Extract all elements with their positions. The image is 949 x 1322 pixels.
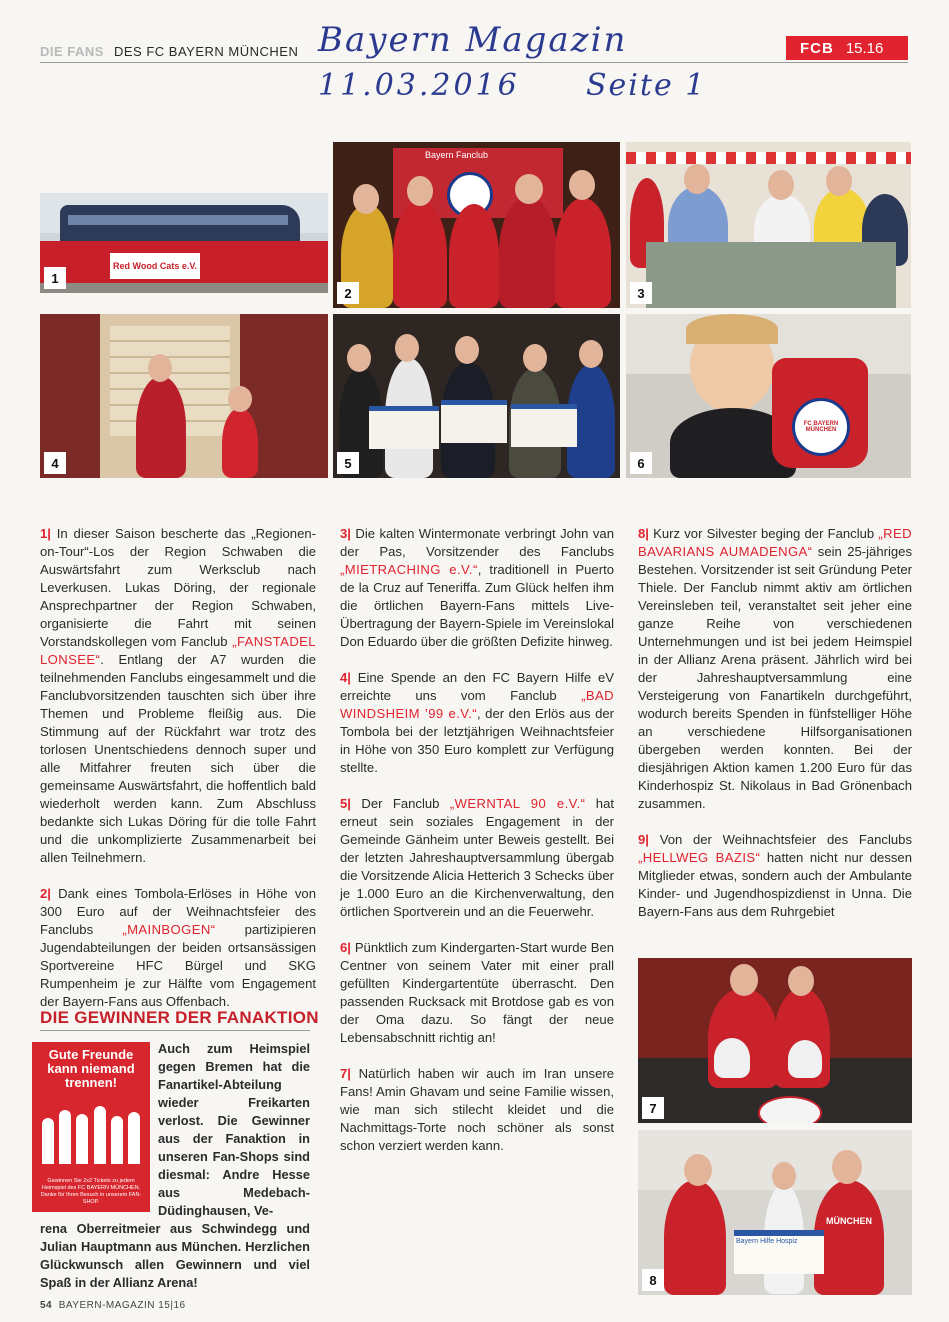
photo-number: 6 [630, 452, 652, 474]
fanclub-name: „HELLWEG BAZIS“ [638, 850, 761, 865]
page-footer [40, 1300, 186, 1311]
magazine-name: BAYERN-MAGAZIN [58, 1300, 155, 1311]
winners-divider [40, 1030, 310, 1031]
article-4: 4| Eine Spende an den FC Bayern Hilfe eV erreichte uns vom Fanclub „BAD WINDSHEIM ’99 e.V.“, der den Erlös aus der Tombola bei der letztjährigen Weihnachtsfeier in Höhe von 350 Euro komplett zur Verfügung stellte. [340, 670, 614, 775]
photo-1 [40, 193, 328, 293]
fcb-logo-text: FCB [800, 39, 834, 57]
photo-number: 7 [642, 1097, 664, 1119]
fanclub-name: „MAINBOGEN“ [122, 922, 216, 937]
article-5: 5| Der Fanclub „WERNTAL 90 e.V.“ hat erneut sein soziales Engagement in der Gemeinde Gänheim unter Beweis gestellt. Bei der letzten Jahreshauptversammlung übergab die Vorsitzende Alicia Hetterich 3 Schecks über je 1.000 Euro an die Kirchenverwaltung, den örtlichen Sportverein und an die Feuerwehr. [340, 796, 614, 919]
shirt-text: MÜNCHEN [826, 1216, 872, 1226]
article-8: 8| Kurz vor Silvester beging der Fanclub „RED BAVARIANS AUMADENGA“ sein 25-jähriges Bestehen. Vorsitzender ist seit Gründung Peter Thiele. Der Fanclub nimmt aktiv am örtlichen Vereinsleben teil, veranstaltet seit jeher eine ganze Reihe von verschiedenen Unternehmungen und ist bei jedem Heimspiel in der Allianz Arena präsent. Jährlich wird bei der Jahreshauptversammlung eine Versteigerung von Fanartikeln durchgeführt, wodurch bereits Spenden in fünfstelliger Höhe an verschiedene Hilfsorganisationen übergeben werden konnten. Bei der diesjährigen Aktion kamen 1.200 Euro für das Kinderhospiz St. Nikolaus in Bad Grönenbach zusammen. [638, 526, 912, 811]
issue-number: 15.16 [845, 39, 884, 57]
photo-2 [333, 142, 620, 308]
page-number: 54 [40, 1300, 53, 1311]
article-2: 2| Dank eines Tombola-Erlöses in Höhe von 300 Euro auf der Weihnachtsfeier des Fanclubs „MAINBOGEN“ partizipieren Jugendabteilungen der beiden ortsansässigen Sportvereine HFC Bürgel und SKG Rumpenheim je zur Hälfte vom Engagement der Bayern-Fans aus Offenbach. [40, 886, 316, 1009]
winners-heading: DIE GEWINNER DER FANAKTION [40, 1008, 319, 1027]
photo-number: 5 [337, 452, 359, 474]
photo-number: 4 [44, 452, 66, 474]
handwritten-title: Bayern Magazin [318, 20, 628, 60]
fanshop-ad [32, 1042, 150, 1212]
ad-title: Gute Freunde kann niemand trennen! [47, 1047, 135, 1090]
fanclub-name: „RED BAVARIANS AUMADENGA“ [638, 526, 912, 559]
text-column-3 [638, 525, 912, 939]
winners-text-continued: rena Oberreitmeier aus Schwindegg und Julian Hauptmann aus München. Herzlichen Glückwunsch allen Gewinnern und viel Spaß in der Allianz Arena! [40, 1221, 310, 1290]
fans-silhouette-icon [42, 1104, 140, 1164]
handwritten-date: 11.03.2016 [318, 68, 520, 103]
handwritten-page: Seite 1 [586, 68, 707, 103]
cheque: Bayern Hilfe Hospiz [734, 1230, 824, 1274]
fanclub-banner: Red Wood Cats e.V. [110, 253, 200, 279]
photo-4 [40, 314, 328, 478]
photo-8 [638, 1130, 912, 1295]
banner-text: Bayern Fanclub [425, 150, 489, 160]
fanclub-name: „BAD WINDSHEIM ’99 e.V.“ [340, 688, 614, 721]
ad-smallprint: Gewinnen Sie 2x2 Tickets zu jedem Heimspiel des FC BAYERN MÜNCHEN. Danke für Ihren Besuch in unserem FAN-SHOP. [40, 1178, 142, 1205]
article-9: 9| Von der Weihnachtsfeier des Fanclubs „HELLWEG BAZIS“ hatten nicht nur dessen Mitglieder etwas, sondern auch der Ambulante Kinder- und Jugendhospizdienst in Unna. Die Bayern-Fans aus dem Ruhrgebiet [638, 832, 912, 919]
photo-3 [626, 142, 911, 308]
header-divider [40, 62, 908, 63]
fanclub-name: „FANSTADEL LONSEE“ [40, 634, 316, 667]
article-6: 6| Pünktlich zum Kindergarten-Start wurde Ben Centner von seinem Vater mit einer prall gefüllten Kindergartentüte überrascht. Den passenden Rucksack mit Brotdose gab es von der Oma dazu. So fängt der neue Lebensabschnitt richtig an! [340, 940, 615, 1045]
photo-number: 3 [630, 282, 652, 304]
section-label: DIE FANS [40, 44, 104, 59]
text-column-1 [40, 525, 316, 1029]
article-1: 1| In dieser Saison bescherte das „Regionen-on-Tour“-Los der Region Schwaben die Auswärtsfahrt zum Werksclub nach Leverkusen. Lukas Döring, der regionale Ansprechpartner der Region Schwaben, organisierte die Fahrt mit seinen Vorstandskollegen vom Fanclub „FANSTADEL LONSEE“. Entlang der A7 wurden die teilnehmenden Fanclubs eingesammelt und die Fanclubvorsitzenden tauschten sich über ihre Themen und Probleme fleißig aus. Die Stimmung auf der Rückfahrt war trotz des torlosen Unentschiedens dennoch super und alle Mitfahrer freuten sich über die gemeinsame Auswärtsfahrt, die hoffentlich bald wiederholt werden kann. Zum Abschluss bedankte sich Lukas Döring für die tolle Fahrt und die unkomplizierte Zusammenarbeit bei allen Teilnehmern. [40, 526, 316, 865]
photo-5 [333, 314, 620, 478]
fcb-emblem: FC BAYERN MÜNCHEN [792, 398, 850, 456]
article-3: 3| Die kalten Wintermonate verbringt John van der Pas, Vorsitzender des Fanclubs „MIETRACHING e.V.“, traditionell in Puerto de la Cruz auf Teneriffa. Zum Glück helfen ihm die örtlichen Bayern-Fans mittels Live-Übertragung der Bayern-Spiele im Vereinslokal Don Eduardo über die größten Defizite hinweg. [340, 526, 614, 649]
photo-number: 1 [44, 267, 66, 289]
text-column-2 [340, 525, 614, 1173]
photo-number: 2 [337, 282, 359, 304]
photo-6 [626, 314, 911, 478]
photo-7 [638, 958, 912, 1123]
section-subtitle: DES FC BAYERN MÜNCHEN [114, 44, 299, 59]
photo-number: 8 [642, 1269, 664, 1291]
fanclub-name: „MIETRACHING e.V.“ [340, 562, 478, 577]
fanclub-name: „WERNTAL 90 e.V.“ [449, 796, 586, 811]
fcb-issue-badge [786, 36, 908, 60]
footer-issue: 15|16 [158, 1300, 186, 1311]
winners-text: Auch zum Heimspiel gegen Bremen hat die Fanartikel-Abteilung wieder Freikarten verlost. Die Gewinner aus der Fanaktion in unseren Fan-Shops sind diesmal: Andre Hesse aus Medebach-Düdinghausen, Ve- [158, 1041, 310, 1218]
article-7: 7| Natürlich haben wir auch im Iran unsere Fans! Amin Ghavam und seine Familie wissen, wie man sich stilecht kleidet und die Nachmittags-Torte noch schöner als sonst schon verziert werden kann. [340, 1066, 615, 1153]
